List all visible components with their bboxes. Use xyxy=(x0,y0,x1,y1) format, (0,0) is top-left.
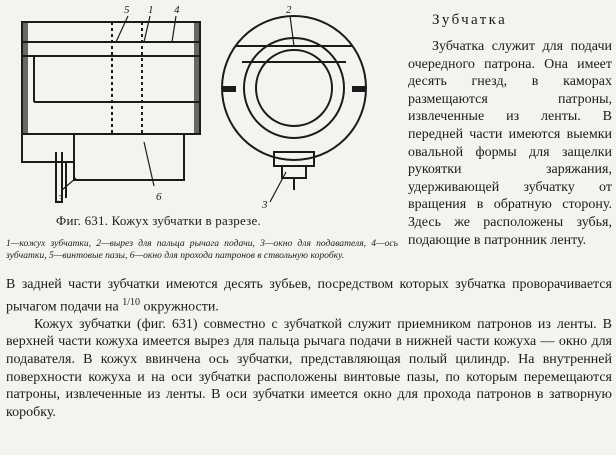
paragraph-housing: Кожух зубчатки (фиг. 631) совместно с зубчаткой служит приемником патронов из ленты. В верхней части кожуха имеется вырез для пальца рычага подачи в нижней части кожуха — окно для подавателя. В кожух ввинчена ось зубчатки, представляющая полый цилиндр. На внутренней поверхности кожуха и на оси зубчатки расположены винтовые пазы, по которым перемещаются патроны, извлеченные из ленты. В оси зубчатки имеется окно для прохода патронов в затворную коробку. xyxy=(6,316,612,420)
paragraph-continuation xyxy=(6,276,612,316)
fraction-value: 1/10 xyxy=(122,296,141,308)
label-3-left: 3 xyxy=(58,193,64,205)
section-heading: Зубчатка xyxy=(432,12,508,28)
label-6: 6 xyxy=(156,191,162,203)
label-1: 1 xyxy=(148,4,154,16)
sprocket-housing-drawing xyxy=(4,2,404,220)
label-4: 4 xyxy=(174,4,180,16)
label-5: 5 xyxy=(124,4,130,16)
column-paragraph: Зубчатка служит для подачи очередного патрона. Она имеет десять гнезд, в каморах размещаются патроны, извлеченные из ленты. В передней части имеются выемки овальной формы для защелки рукоятки заряжания, удерживающей зубчатку от вращения в обратную сторону. Здесь же расположены зубья, подающие в патронник ленту. xyxy=(408,39,612,248)
main-text xyxy=(6,276,612,421)
right-column-text xyxy=(408,38,612,249)
figure-631 xyxy=(4,2,404,220)
label-2: 2 xyxy=(286,4,292,16)
continuation-end: окружности. xyxy=(143,299,219,315)
figure-caption: Фиг. 631. Кожух зубчатки в разрезе. xyxy=(56,213,261,228)
label-3-right: 3 xyxy=(262,199,268,211)
continuation-text: В задней части зубчатки имеются десять зубьев, посредством которых зубчатка проворачивается рычагом подачи на xyxy=(6,277,612,315)
figure-legend: 1—кожух зубчатки, 2—вырез для пальца рычага подачи, 3—окно для подавателя, 4—ось зубчатки, 5—винтовые пазы, 6—окно для прохода патронов в ствольную коробку. xyxy=(6,238,398,261)
